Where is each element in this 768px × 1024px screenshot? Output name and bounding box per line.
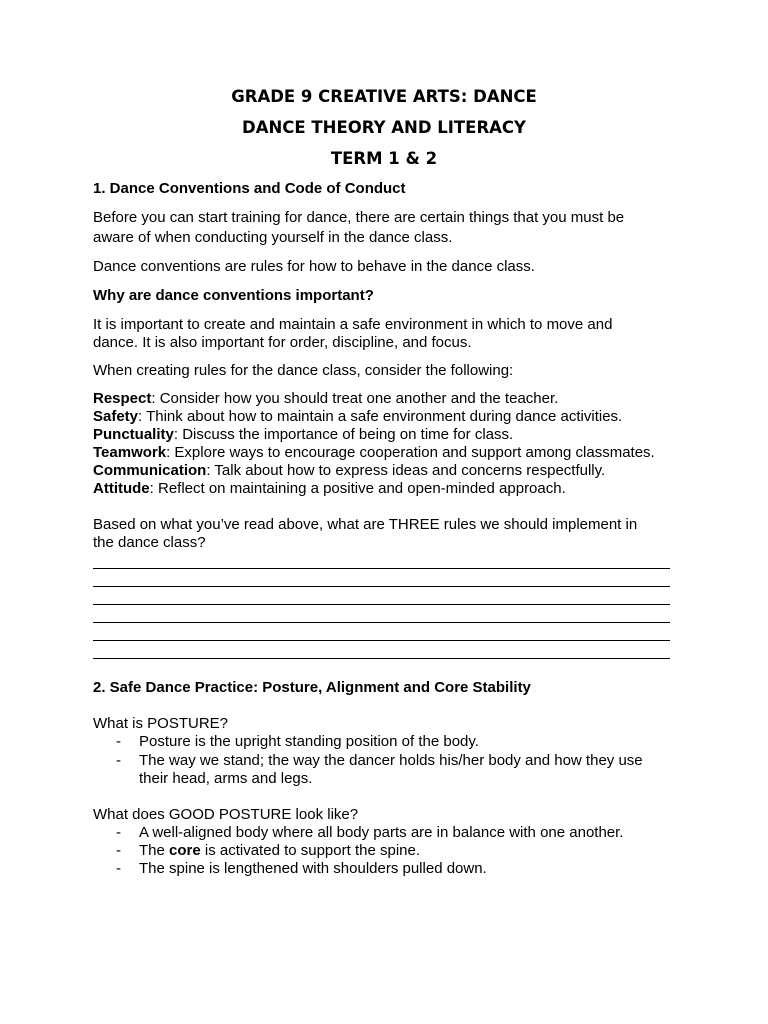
document-subtitle: DANCE THEORY AND LITERACY [242,118,526,137]
consider-text: When creating rules for the dance class, consider the following: [93,362,514,379]
document-title: GRADE 9 CREATIVE ARTS: DANCE [231,87,537,106]
rule-text: : Consider how you should treat one another and the teacher. [151,390,559,407]
rule-item-attitude [93,480,566,498]
rule-term: Respect [93,390,152,407]
bullet-text: The spine is lengthened with shoulders pulled down. [139,860,487,877]
bullet-dash: - [116,824,121,841]
intro-line-2: aware of when conducting yourself in the dance class. [93,229,453,246]
rule-term: Punctuality [93,426,174,443]
bullet-dash: - [116,860,121,877]
answer-line[interactable] [93,604,670,605]
bullet-text [139,842,420,860]
rule-text: : Talk about how to express ideas and concerns respectfully. [206,462,606,479]
answer-line[interactable] [93,640,670,641]
bullet-dash: - [116,752,121,769]
bullet-text: Posture is the upright standing position of the body. [139,733,479,750]
rule-text: : Discuss the importance of being on time for class. [173,426,514,443]
answer-line[interactable] [93,658,670,659]
bullet-text: A well-aligned body where all body parts are in balance with one another. [139,824,624,841]
bullet-dash: - [116,842,121,859]
bullet-text-post: is activated to support the spine. [200,842,420,859]
rule-item-communication [93,462,605,480]
definition-text: Dance conventions are rules for how to behave in the dance class. [93,258,535,275]
why-line-1: It is important to create and maintain a safe environment in which to move and [93,316,613,333]
section2-heading: 2. Safe Dance Practice: Posture, Alignment and Core Stability [93,679,531,696]
rule-term: Communication [93,462,207,479]
rule-text: : Think about how to maintain a safe environment during dance activities. [138,408,623,425]
bullet-text: The way we stand; the way the dancer holds his/her body and how they use [139,752,643,769]
bullet-text-continued: their head, arms and legs. [139,770,313,787]
rule-term: Teamwork [93,444,167,461]
document-term: TERM 1 & 2 [330,149,438,168]
bullet-dash: - [116,733,121,750]
bullet-text-pre: The [139,842,170,859]
intro-line-1: Before you can start training for dance, there are certain things that you must be [93,209,625,226]
rule-text: : Explore ways to encourage cooperation and support among classmates. [166,444,655,461]
question-line-1: Based on what you’ve read above, what are THREE rules we should implement in [93,516,638,533]
rule-item-teamwork [93,444,655,462]
question-line-2: the dance class? [93,534,206,551]
rule-text: : Reflect on maintaining a positive and open-minded approach. [149,480,566,497]
answer-line[interactable] [93,568,670,569]
good-posture-question: What does GOOD POSTURE look like? [93,806,359,823]
why-heading: Why are dance conventions important? [93,287,374,304]
why-line-2: dance. It is also important for order, discipline, and focus. [93,334,472,351]
rule-item-respect [93,390,558,408]
rule-item-punctuality [93,426,513,444]
rule-term: Safety [93,408,139,425]
rule-item-safety [93,408,622,426]
bullet-text-bold: core [169,842,201,859]
posture-question: What is POSTURE? [93,715,229,732]
rule-term: Attitude [93,480,150,497]
answer-line[interactable] [93,622,670,623]
section1-heading: 1. Dance Conventions and Code of Conduct [93,180,406,197]
answer-line[interactable] [93,586,670,587]
